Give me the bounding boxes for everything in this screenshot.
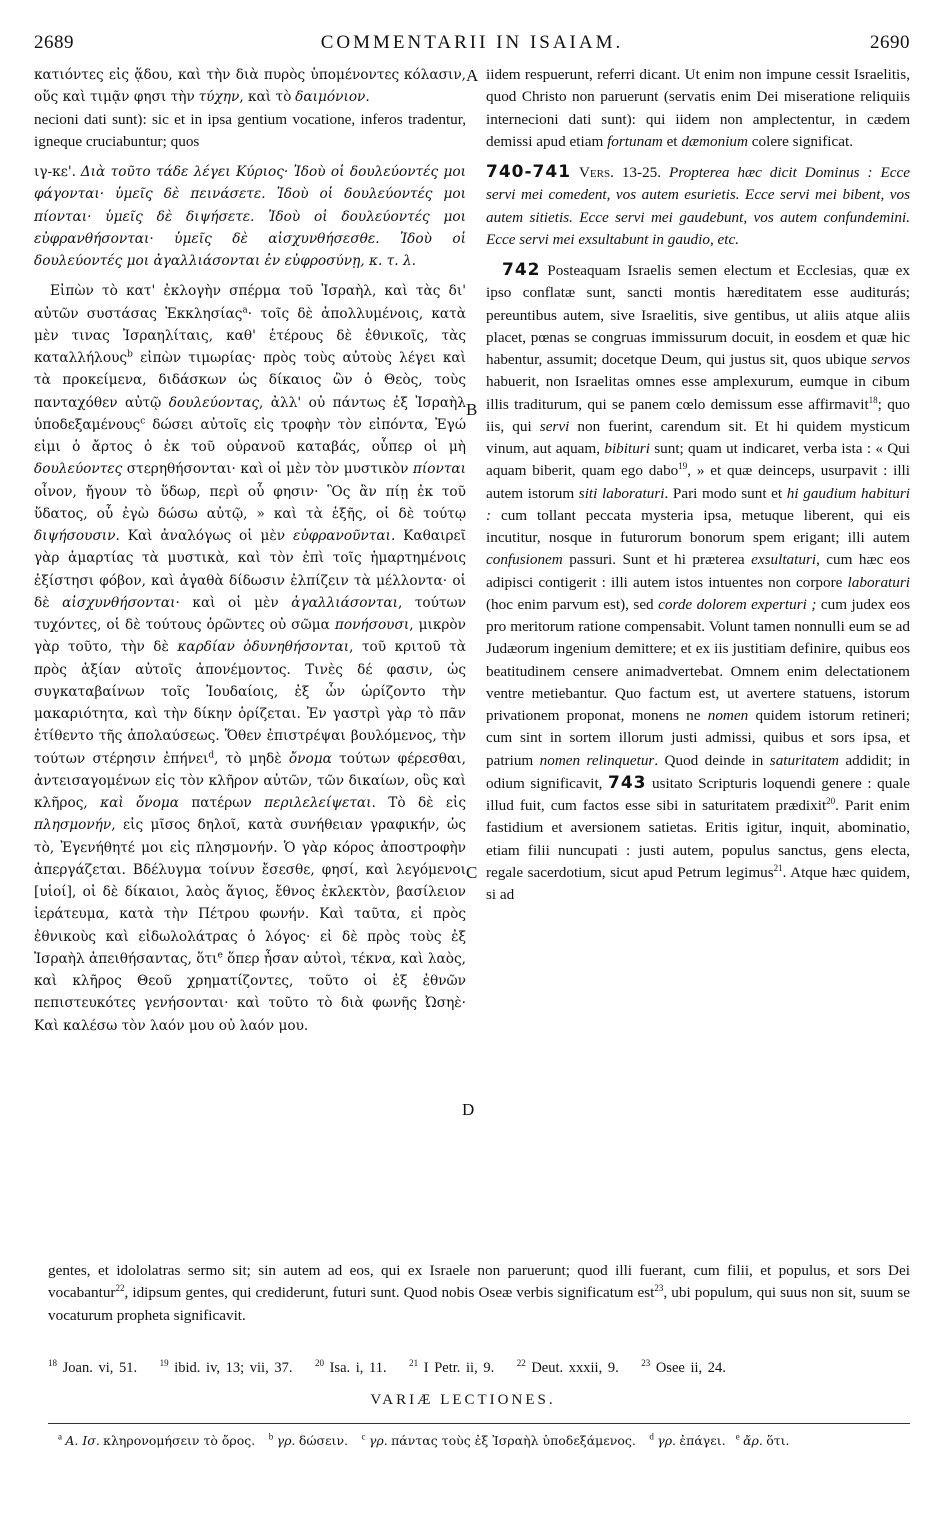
section-number: 742 [502, 260, 541, 280]
reference-item: $^{19}$ ibid. iv, 13; vii, 37. [159, 1358, 293, 1376]
latin-commentary: 742 Posteaquam Israelis semen electum et Ecclesias, quæ ex ipso conflatæ sunt, sancti montis hæreditatem esse auditurás; pereuntibus autem, sive Israelitis, sive gentibus, ut aliis atque aliis placet, pœnas se congruas immissurum docuit, in eosdem et quæ hic habentur, assumit; docetque Deum, qui justus sit, quos ubique servos habuerit, non Israelitas omnes esse amplexurum, eumque in cibum illis traditurum, qui se panem cœlo demissum esse affirmavit$^{18}$; quo iis, qui servi non fuerint, carendum sit. Et hi quidem mysticum vinum, aut aquam, bibituri sunt; quam ut indicaret, verba ista : « Qui aquam biberit, quam ego dabo$^{19}$, » et quæ deinceps, usurpavit : illi autem istorum siti laboraturi. Pari modo sunt et hi gaudium habituri : cum tollant peccata mysteria ipsa, metuque liberent, qui eis incutitur, nosque in futurorum bonorum spem erigant; illi autem confusionem passuri. Sunt et hi præterea exsultaturi, cum hæc eos adipisci contigerit : illi autem istos intuentes non corpore laboraturi (hoc enim parvum est), sed corde dolorem experturi ; cum judex eos pro meritorum ratione compensabit. Volunt tamen nonnulli eum se ad Judæorum ingenium demittere; et ex iis justitiam definire, quibus eos beatitudinem censere animadvertebat. Omnem enim delectationem ventre metiebantur. Quo factum est, ut avertere statuens, istorum privationem proponat, monens ne nomen quidem istorum retineri; cum sint in sortem illorum justi admissi, quibus et sors ipsa, et patrium nomen relinquetur. Quod deinde in saturitatem addidit; in odium significavit, 743 usitato Scripturis loquendi genere : quale illud fuit, cum factos esse sibi in saturitatem prædixit$^{20}$. Parit enim fastidium et aversionem satietas. Eritis igitur, inquit, abominatio, etiam filii nuncupati : justi autem, populus sanctus, gens electa, regale sacerdotium, sicut apud Petrum legimus$^{21}$. Atque hæc quidem, si ad [486, 260, 911, 903]
left-column-greek [34, 64, 466, 1037]
running-title: COMMENTARII IN ISAIAM. [320, 32, 624, 53]
reference-item: $^{18}$ Joan. vi, 51. [48, 1358, 138, 1376]
greek-opening: κατιόντες εἰς ᾅδου, καὶ τὴν διὰ πυρὸς ὑπομένοντες κόλασιν, οὕς καὶ τιμᾷν φησι τὴν τύχην, καὶ τὸ δαιμόνιον. [34, 67, 466, 106]
page-header [34, 32, 910, 60]
margin-marker-c: C [466, 863, 478, 882]
reference-item: $^{23}$ Osee ii, 24. [641, 1358, 726, 1376]
section-number: 740-741 [486, 162, 572, 182]
reference-item: $^{21}$ I Petr. ii, 9. [409, 1358, 495, 1376]
section-number: 743 [608, 772, 647, 793]
page-number-right: 2690 [870, 32, 910, 53]
latin-opening: iidem respuerunt, referri dicant. Ut enim non impune cessit Israelitis, quod Christo non paruerunt (servatis enim Dei miseratione reliquiis internecioni dati sunt): qui iidem non amplectentur, in cædem demissi apud etiam fortunam et dæmonium colere significat. [486, 66, 911, 150]
page-number-left: 2689 [34, 32, 74, 53]
divider [48, 1423, 910, 1424]
reference-item: $^{20}$ Isa. i, 11. [314, 1358, 387, 1376]
margin-marker-d: D [462, 1100, 475, 1119]
greek-commentary: Εἰπὼν τὸ κατ' ἐκλογὴν σπέρμα τοῦ Ἰσραὴλ, καὶ τὰς δι' αὐτῶν συστάσας Ἐκκλησίας$^a$· τοῖς δὲ ἀπολλυμένοις, κατὰ μὲν τινας Ἰσραηλίταις, καθ' ἑτέρους δὲ ἐθνικοῖς, τὰς καταλλήλους$^b$ εἰπὼν τιμωρίας· πρὸς τοὺς αὐτοὺς λέγει καὶ τὰ προκείμενα, διδάσκων ὡς δίκαιος ὢν ὁ Θεὸς, τοὺς πανταχόθεν αὐτῷ δουλεύοντας, ἀλλ' οὐ πάντως ἐξ Ἰσραὴλ ὑποδεξαμένους$^c$ δώσει αὐτοῖς εἰς τροφὴν τὸν εἰπόντα, Ἐγώ εἰμι ὁ ἄρτος ὁ ἐκ τοῦ οὐρανοῦ καταβάς, οὗπερ οἱ μὴ δουλεύοντες στερηθήσονται· καὶ οἱ μὲν τὸν μυστικὸν πίονται οἶνον, ἤγουν τὸ ὕδωρ, περὶ οὗ φησιν· Ὃς ἂν πίῃ ἐκ τοῦ ὕδατος, οὗ ἐγὼ δώσω αὐτῷ, » καὶ τὰ ἑξῆς, οἱ δὲ τούτῳ διψήσουσιν. Καὶ ἀναλόγως οἱ μὲν εὐφρανοῦνται. Καθαιρεῖ γὰρ ἁμαρτίας τὰ μυστικὰ, καὶ τὸν ἐπὶ τοῖς ἡμαρτημένοις ἐξίστησι φόβον, καὶ ἀγαθὰ δίδωσιν ἐλπίζειν τὰ μέλλοντα· οἱ δὲ αἰσχυνθήσονται· καὶ οἱ μὲν ἀγαλλιάσονται, τούτων τυχόντες, οἱ δὲ τούτους ὁρῶντες οὐ σῶμα πονήσουσι, μικρὸν γὰρ τοῦτο, τὴν δὲ καρδίαν ὀδυνηθήσονται, τοῦ κριτοῦ τὰ πρὸς ἀξίαν αὐτοῖς ἀπονέμοντος. Τινὲς δέ φασιν, ὡς συγκαταβαίνων τοῖς Ἰουδαίοις, ἐξ ὧν ὡρίζοντο τὴν μακαριότητα, καὶ τὴν δίκην ὁρίζεται. Ἐν γαστρὶ γὰρ τὸ πᾶν ἐτίθεντο τῆς ἀπολαύσεως. Ὅθεν ἐπιστρέψαι βουλόμενος, τὴν τούτων στέρησιν ἐπήνει$^d$, τὸ μηδὲ ὄνομα τούτων φέρεσθαι, ἀντεισαγομένων εἰς τὸν κλῆρον αὐτῶν, τῶν δικαίων, οὓς καὶ κλῆρος, καὶ ὄνομα πατέρων περιλελείψεται. Τὸ δὲ εἰς πλησμονήν, εἰς μῖσος δηλοῖ, κατὰ συνήθειαν γραφικήν, ὡς τὸ, Ἐγενήθητέ μοι εἰς πλησμονήν. Ὁ γὰρ κόρος ἀποστροφὴν ἀπεργάζεται. Βδέλυγμα τοίνυν ἔσεσθε, φησί, καὶ λεγόμενοι [υἱοί], οἱ δὲ δίκαιοι, λαὸς ἅγιος, ἔθνος ἐκλεκτὸν, βασίλειον ἱεράτευμα, κατὰ τὴν Πέτρου φωνήν. Καὶ ταῦτα, εἰ πρὸς ἐθνικοὺς καὶ εἰδωλολάτρας ὁ λόγος· εἰ δὲ πρὸς τοὺς ἐξ Ἰσραὴλ ἀπειθήσαντας, ὅτι$^e$ ὅπερ ἦσαν αὐτοὶ, τέκνα, καὶ λαὸς, καὶ κλῆρος Θεοῦ χρηματίζοντες, τοῦτο οἱ ἐξ ἐθνῶν πεπιστευκότες γενήσονται· καὶ τοῦτο τὸ διὰ φωνῆς Ὠσηὲ· Καὶ καλέσω τὸν λαόν μου οὐ λαόν μου. [34, 283, 467, 1034]
variae-lectiones-heading: VARIÆ LECTIONES. [370, 1392, 556, 1408]
right-column-latin [486, 64, 910, 906]
full-width-continuation: gentes, et idololatras sermo sit; sin autem ad eos, qui ex Israele non paruerunt; quod illi fuerant, cum filii, et populus, et sors Dei vocabantur$^{22}$, idipsum gentes, qui crediderunt, futuri sunt. Quod nobis Oseæ verbis significatum est$^{23}$, ubi populum, qui suus non sit, suum se vocaturum propheta significavit. [48, 1262, 910, 1324]
variae-lectiones: $^a$ A. Ισ. κληρονομήσειν τὸ ὄρος. $^b$ γρ. δώσειν. $^c$ γρ. πάντας τοὺς ἐξ Ἰσραὴλ ὑποδεξάμενος. $^d$ γρ. ἐπάγει. $^e$ ἄρ. ὅτι. [58, 1431, 790, 1448]
verse-lemma-latin: 740-741 Vers. 13-25. Propterea hæc dicit Dominus : Ecce servi mei comedent, vos autem esurietis. Ecce servi mei bibent, vos autem sitietis. Ecce servi mei gaudebunt, vos autem confundemini. Ecce servi mei exsultabunt in gaudio, etc. [486, 162, 910, 248]
margin-marker-a: A [466, 66, 479, 85]
margin-marker-b: B [466, 400, 478, 419]
reference-item: $^{22}$ Deut. xxxii, 9. [516, 1358, 619, 1376]
latin-continuation: necioni dati sunt): sic et in ipsa gentium vocatione, inferos tradentur, igneque cruciabuntur; quos [34, 110, 466, 150]
scripture-references [48, 1360, 910, 1377]
verse-lemma-greek: ιγ-κε'. Διὰ τοῦτο τάδε λέγει Κύριος· Ἰδοὺ οἱ δουλεύοντές μοι φάγονται· ὑμεῖς δὲ πεινάσετε. Ἰδοὺ οἱ δουλεύοντές μοι πίονται· ὑμεῖς δὲ διψήσετε. Ἰδοὺ οἱ δουλεύοντές μοι εὐφρανθήσονται· ὑμεῖς δὲ αἰσχυνθήσεσθε. Ἰδοὺ οἱ δουλεύοντές μοι ἀγαλλιάσονται ἐν εὐφροσύνῃ, κ. τ. λ. [34, 164, 467, 269]
